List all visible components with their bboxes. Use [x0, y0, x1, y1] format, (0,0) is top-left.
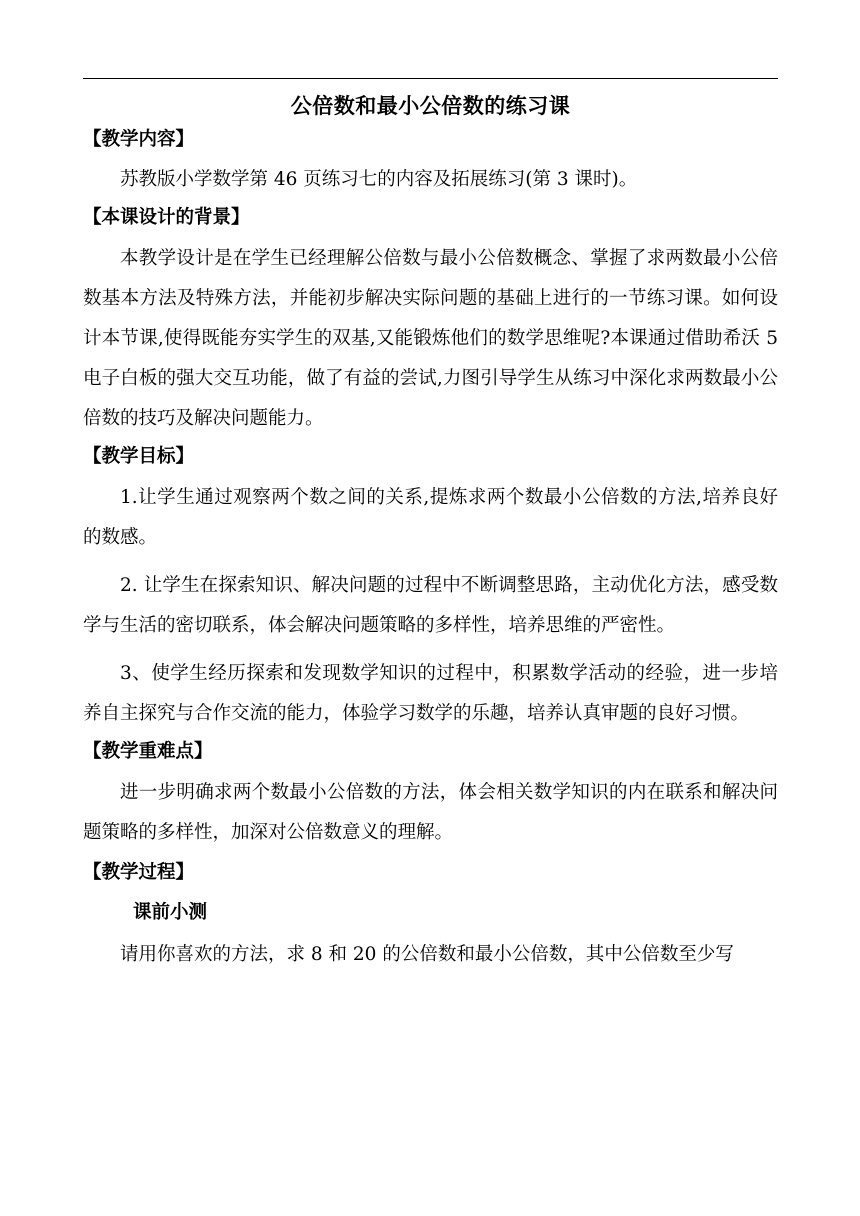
section-heading: 【教学内容】	[83, 129, 195, 150]
section-heading: 【教学目标】	[83, 446, 195, 467]
paragraph: 请用你喜欢的方法，求 8 和 20 的公倍数和最小公倍数，其中公倍数至少写	[120, 944, 734, 965]
section-heading: 【教学重难点】	[83, 741, 213, 762]
header-rule	[83, 78, 778, 79]
section-heading: 【教学过程】	[83, 862, 195, 883]
document-page	[83, 88, 778, 975]
paragraph: 苏教版小学数学第 46 页练习七的内容及拓展练习(第 3 课时)。	[120, 169, 638, 190]
section-design-background	[83, 202, 778, 439]
paragraph: 2. 让学生在探索知识、解决问题的过程中不断调整思路，主动优化方法，感受数学与生活的密切联系，体会解决问题策略的多样性，培养思维的严密性。	[83, 575, 778, 636]
section-teaching-process	[83, 857, 778, 975]
section-teaching-goals	[83, 441, 778, 734]
subheading: 课前小测	[133, 902, 208, 923]
section-key-points	[83, 736, 778, 853]
paragraph: 3、使学生经历探索和发现数学知识的过程中，积累数学活动的经验，进一步培养自主探究与合作交流的能力，体验学习数学的乐趣，培养认真审题的良好习惯。	[83, 663, 778, 724]
section-teaching-content	[83, 124, 778, 200]
paragraph: 进一步明确求两个数最小公倍数的方法，体会相关数学知识的内在联系和解决问题策略的多样性，加深对公倍数意义的理解。	[83, 782, 778, 843]
paragraph: 本教学设计是在学生已经理解公倍数与最小公倍数概念、掌握了求两数最小公倍数基本方法及特殊方法，并能初步解决实际问题的基础上进行的一节练习课。如何设计本节课,使得既能夯实学生的双基,又能锻炼他们的数学思维呢?本课通过借助希沃 5 电子白板的强大交互功能，做了有益的尝试,力图引导学生从练习中深化求两数最小公倍数的技巧及解决问题能力。	[83, 248, 778, 429]
section-heading: 【本课设计的背景】	[83, 207, 250, 228]
document-title: 公倍数和最小公倍数的练习课	[290, 93, 571, 118]
paragraph: 1.让学生通过观察两个数之间的关系,提炼求两个数最小公倍数的方法,培养良好的数感。	[83, 487, 778, 548]
